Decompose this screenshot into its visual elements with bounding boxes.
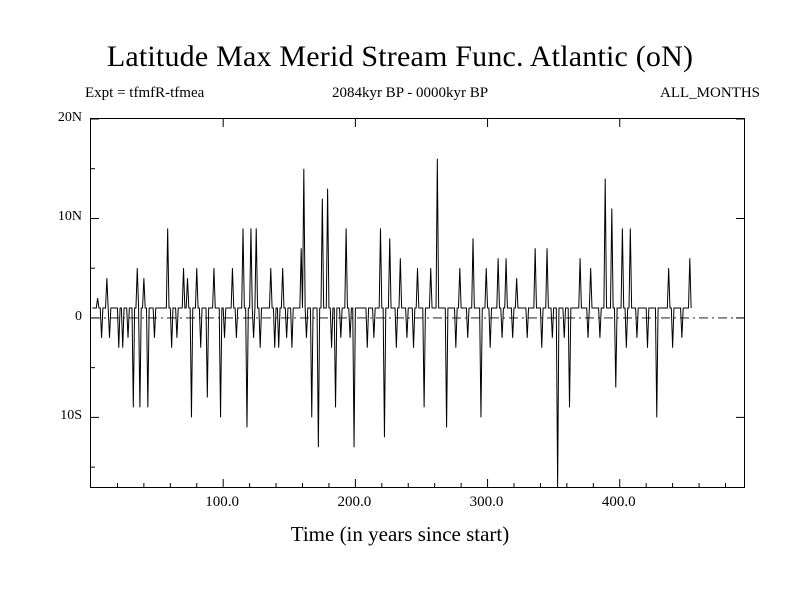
x-tick-label: 300.0 xyxy=(469,494,504,510)
plot-area xyxy=(90,118,745,488)
x-tick-label: 100.0 xyxy=(205,494,240,510)
data-series-line xyxy=(92,159,691,487)
experiment-label: Expt = tfmfR-tfmea xyxy=(85,85,205,101)
x-tick-label: 400.0 xyxy=(601,494,636,510)
y-tick-label: 20N xyxy=(57,110,82,125)
x-tick-label: 200.0 xyxy=(337,494,372,510)
chart-title: Latitude Max Merid Stream Func. Atlantic (oN) xyxy=(106,40,694,73)
chart-subtitle-row xyxy=(60,85,760,107)
y-tick-label: 10N xyxy=(57,209,82,225)
months-label: ALL_MONTHS xyxy=(660,85,760,101)
time-range-label: 2084kyr BP - 0000kyr BP xyxy=(331,85,489,101)
x-axis-title: Time (in years since start) xyxy=(290,522,510,546)
chart-canvas xyxy=(91,119,744,487)
y-tick-label: 0 xyxy=(75,308,82,324)
y-tick-label: 10S xyxy=(60,408,82,424)
